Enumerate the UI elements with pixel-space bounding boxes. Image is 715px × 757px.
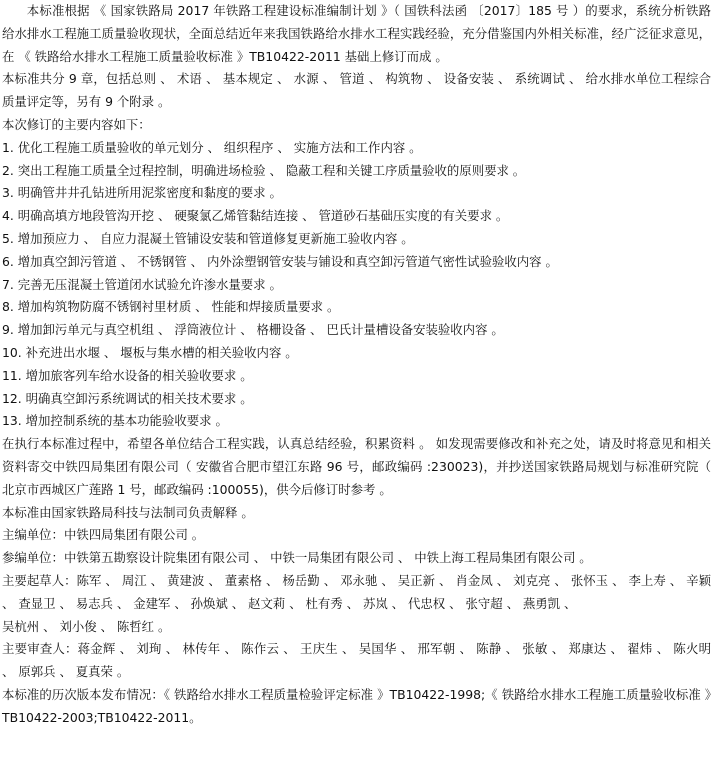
revision-item-6: 6. 增加真空卸污管道 、 不锈钢管 、 内外涂塑钢管安装与铺设和真空卸污管道气密性试验验收内容 。 <box>2 253 558 269</box>
revision-item-9: 9. 增加卸污单元与真空机组 、 浮筒液位计 、 格栅设备 、 巴氏计量槽设备安装验收内容 。 <box>2 322 504 338</box>
revision-item-12: 12. 明确真空卸污系统调试的相关技术要求 。 <box>2 390 253 406</box>
revision-item-2: 2. 突出工程施工质量全过程控制，明确进场检验 、 隐蔽工程和关键工序质量验收的原则要求 。 <box>2 162 526 178</box>
revision-item-4: 4. 明确高填方地段管沟开挖 、 硬聚氯乙烯管黏结连接 、 管道砂石基础压实度的有关要求 。 <box>2 208 509 224</box>
main-drafters-continued: 吴杭州 、 刘小俊 、 陈哲红 。 <box>2 618 171 634</box>
revision-item-11: 11. 增加旅客列车给水设备的相关验收要求 。 <box>2 367 253 383</box>
feedback-paragraph: 在执行本标准过程中，希望各单位结合工程实践，认真总结经验，积累资料 。 如发现需要修改和补充之处，请及时将意见和相关资料寄交中铁四局集团有限公司（ 安徽省合肥市望江东路 96 号，邮政编码 :230023)，并抄送国家铁路局规划与标准研究院（ 北京市西城区广莲路 1 号，邮政编码 :100055)，供今后修订时参考 。 <box>2 436 711 497</box>
revision-item-3: 3. 明确管井井孔钻进所用泥浆密度和黏度的要求 。 <box>2 185 282 201</box>
chief-editor-unit: 主编单位：中铁四局集团有限公司 。 <box>2 527 205 543</box>
revision-item-7: 7. 完善无压混凝土管道闭水试验允许渗水量要求 。 <box>2 276 282 292</box>
revision-item-5: 5. 增加预应力 、 自应力混凝土管铺设安装和管道修复更新施工验收内容 。 <box>2 230 414 246</box>
interpretation-line: 本标准由国家铁路局科技与法制司负责解释 。 <box>2 504 254 520</box>
revision-intro-line: 本次修订的主要内容如下： <box>2 116 151 132</box>
chapter-summary-paragraph: 本标准共分 9 章，包括总则 、 术语 、 基本规定 、 水源 、 管道 、 构筑物 、 设备安装 、 系统调试 、 给水排水单位工程综合质量评定等，另有 9 个附录 。 <box>2 71 711 110</box>
revision-item-8: 8. 增加构筑物防腐不锈钢衬里材质 、 性能和焊接质量要求 。 <box>2 299 340 315</box>
revision-item-13: 13. 增加控制系统的基本功能验收要求 。 <box>2 413 228 429</box>
main-reviewers: 主要审查人：蒋金辉 、 刘珣 、 林传年 、 陈作云 、 王庆生 、 吴国华 、 邢军朝 、 陈静 、 张敏 、 郑康达 、 翟炜 、 陈火明 、 原郭兵 、 夏真荣 。 <box>2 641 711 680</box>
revision-item-10: 10. 补充进出水堰 、 堰板与集水槽的相关验收内容 。 <box>2 344 298 360</box>
participating-units: 参编单位：中铁第五勘察设计院集团有限公司 、 中铁一局集团有限公司 、 中铁上海工程局集团有限公司 。 <box>2 550 592 566</box>
preface-paragraph: 本标准根据 《 国家铁路局 2017 年铁路工程建设标准编制计划 》（ 国铁科法函 〔2017〕185 号 ）的要求，系统分析铁路给水排水工程施工质量验收现状，全面总结近年来我国铁路给水排水工程实践经验，充分借鉴国内外相关标准，经广泛征求意见，在 《 铁路给水排水工程施工质量验收标准 》TB10422-2011 基础上修订而成 。 <box>2 3 711 64</box>
version-history: 本标准的历次版本发布情况：《 铁路给水排水工程质量检验评定标准 》TB10422-1998;《 铁路给水排水工程施工质量验收标准 》TB10422-2003;TB10422-2011。 <box>2 686 711 725</box>
revision-item-1: 1. 优化工程施工质量验收的单元划分 、 组织程序 、 实施方法和工作内容 。 <box>2 139 422 155</box>
main-drafters: 主要起草人：陈军 、 周江 、 黄建波 、 董素格 、 杨岳勤 、 邓永驰 、 吴正新 、 肖金凤 、 刘克亮 、 张怀玉 、 李上寿 、 辛颖 、 查显卫 、 易志兵 、 金建军 、 孙焕斌 、 赵文莉 、 杜有秀 、 苏岚 、 代忠权 、 张守超 、 燕勇凯 、 <box>2 572 711 611</box>
